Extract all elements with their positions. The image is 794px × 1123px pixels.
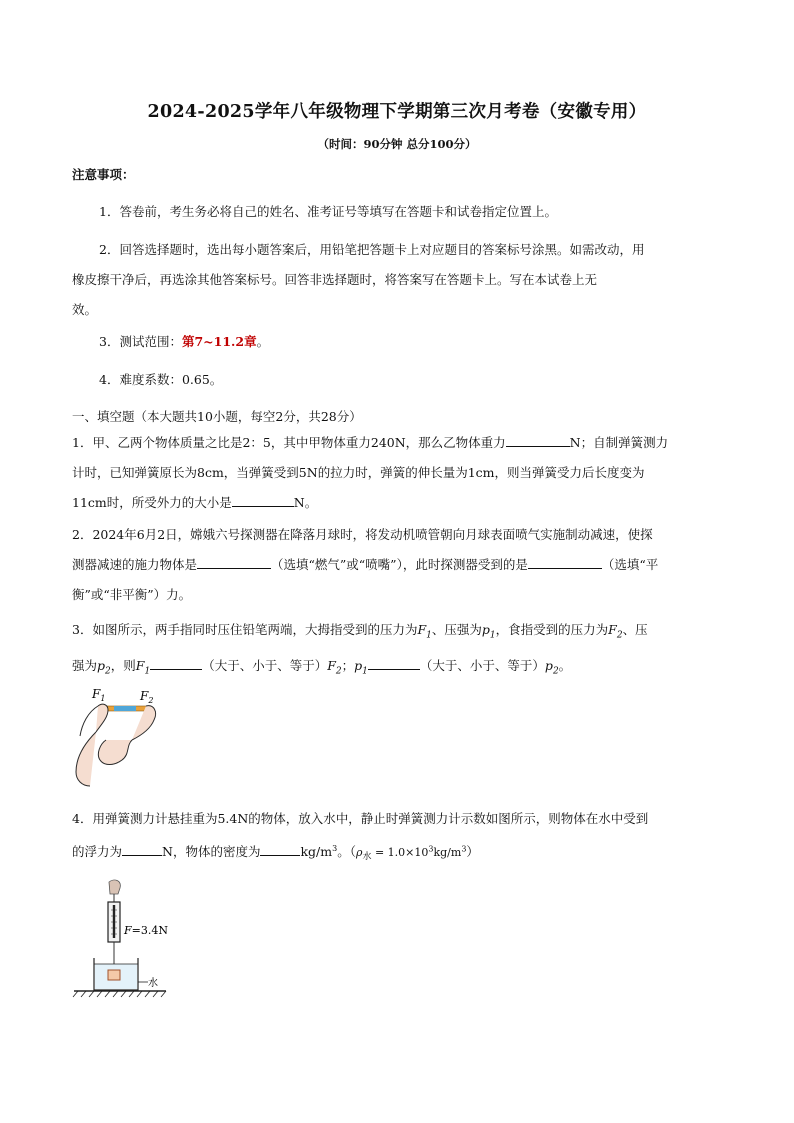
notice-item-2	[72, 235, 722, 325]
figure-spring-scale	[70, 878, 200, 1000]
answer-blank-q1-2	[232, 492, 294, 507]
notice-item-1: 1．答卷前，考生务必将自己的姓名、准考证号等填写在答题卡和试卷指定位置上。	[99, 204, 557, 219]
question-1-line-3	[72, 488, 722, 518]
answer-blank-q3-1	[150, 655, 202, 670]
water-density-formula: $\rho_水 = 1.0\times 10^3kg/m^3$	[355, 844, 467, 863]
question-3	[72, 615, 722, 686]
question-3-text-e: 强为	[72, 657, 98, 673]
question-1-text-d: N。	[293, 495, 318, 510]
holding-hand-shape	[109, 880, 120, 894]
label-F2: $F_2$	[140, 689, 154, 705]
answer-blank-q3-2	[368, 655, 420, 670]
symbol-F1: $F_1$	[135, 657, 151, 676]
notice-item-2-line-2: 橡皮擦干净后，再选涂其他答案标号。回答非选择题时，将答案写在答题卡上。写在本试卷上无	[72, 272, 598, 287]
notice-item-3-prefix: 3．测试范围：	[99, 334, 182, 349]
notice-item-2-line-1: 2．回答选择题时，选出每小题答案后，用铅笔把答题卡上对应题目的答案标号涂黑。如需改动，用	[99, 242, 645, 257]
ground-hatching	[73, 991, 166, 997]
question-3-line-2	[72, 651, 722, 687]
question-4-text-d: 。（	[337, 844, 356, 860]
thumb-shape	[96, 704, 108, 732]
question-2-text-b: （选填“燃气”或“喷嘴”），此时探测器受到的是	[271, 557, 528, 572]
question-2-line-1: 2．2024年6月2日，嫦娥六号探测器在降落月球时，将发动机喷管朝向月球表面喷气实施制动减速，使探	[72, 527, 653, 542]
question-3-text-f: ，则	[110, 657, 136, 673]
exam-duration-score: （时间：90分钟 总分100分）	[317, 137, 477, 151]
symbol-p1: $p_1$	[481, 622, 496, 641]
question-2-text-a: 测器减速的施力物体是	[72, 557, 198, 572]
answer-blank-q2-2	[528, 554, 602, 569]
question-4-text-c: kg/m	[300, 844, 333, 860]
question-3-line-1	[72, 615, 722, 651]
symbol-F2: $F_2$	[327, 657, 342, 676]
question-4-unit-exponent: 3	[332, 844, 338, 853]
submerged-object	[108, 970, 120, 980]
figure-hand-pencil	[70, 684, 170, 788]
question-4-line-1: 4．用弹簧测力计悬挂重为5.4N的物体，放入水中，静止时弹簧测力计示数如图所示，则物体在水中受到	[72, 811, 649, 826]
hand-pencil-illustration	[70, 684, 170, 788]
question-3-text-b: 、压强为	[431, 622, 482, 637]
question-1-text-c: 11cm时，所受外力的大小是	[72, 495, 232, 510]
question-1-line-2: 计时，已知弹簧原长为8cm，当弹簧受到5N的拉力时，弹簧的伸长量为1cm，则当弹簧受力后长度变为	[72, 465, 645, 480]
notice-item-2-line-3: 效。	[72, 302, 98, 317]
question-2-line-2	[72, 550, 722, 580]
question-4-line-2	[72, 834, 722, 872]
pencil-band	[114, 706, 136, 711]
question-3-text-h: ；	[341, 657, 355, 673]
notice-item-3-suffix: 。	[256, 334, 270, 349]
symbol-F2: $F_2$	[608, 622, 623, 641]
question-2	[72, 520, 722, 610]
symbol-p2: $p_2$	[544, 657, 559, 676]
question-2-line-3: 衡”或“非平衡”）力。	[72, 587, 192, 602]
notice-item-4: 4．难度系数：0.65。	[99, 372, 223, 387]
question-3-text-g: （大于、小于、等于）	[202, 657, 328, 673]
question-4-text-e: ）	[466, 844, 479, 860]
question-3-text-c: ，食指受到的压力为	[495, 622, 609, 637]
answer-blank-q4-1	[122, 841, 162, 856]
question-3-text-d: 、压	[622, 622, 648, 637]
symbol-F1: $F_1$	[417, 622, 432, 641]
test-range: 第7~11.2章	[181, 334, 257, 349]
question-1-text-b: N；自制弹簧测力	[569, 435, 669, 450]
symbol-p2: $p_2$	[97, 657, 111, 676]
palm-shape	[76, 732, 132, 786]
notice-item-3	[72, 327, 749, 357]
scale-reading-label: F=3.4N	[124, 924, 168, 937]
question-2-text-c: （选填“平	[601, 557, 659, 572]
answer-blank-q4-2	[260, 841, 300, 856]
answer-blank-q1-1	[506, 432, 570, 447]
question-3-text-a: 3．如图所示，两手指同时压住铅笔两端，大拇指受到的压力为	[72, 622, 418, 637]
question-4	[72, 804, 722, 872]
question-1-line-1	[72, 428, 722, 458]
question-1-text-a: 1．甲、乙两个物体质量之比是2：5，其中甲物体重力240N，那么乙物体重力	[72, 435, 506, 450]
notice-heading: 注意事项：	[72, 167, 135, 182]
question-3-text-i: （大于、小于、等于）	[419, 657, 545, 673]
label-F1: $F_1$	[92, 687, 106, 703]
question-4-text-a: 的浮力为	[72, 844, 123, 860]
water-label: 水	[148, 978, 158, 989]
answer-blank-q2-1	[197, 554, 271, 569]
page-title: 2024-2025学年八年级物理下学期第三次月考卷（安徽专用）	[147, 102, 647, 122]
section-1-heading: 一、填空题（本大题共10小题，每空2分，共28分）	[72, 409, 362, 424]
question-3-text-j: 。	[558, 657, 572, 673]
question-1	[72, 428, 722, 518]
symbol-p1: $p_1$	[354, 657, 368, 676]
hand-back-line	[80, 706, 98, 736]
spring-scale-illustration	[70, 878, 200, 1000]
question-4-text-b: N，物体的密度为	[162, 844, 261, 860]
